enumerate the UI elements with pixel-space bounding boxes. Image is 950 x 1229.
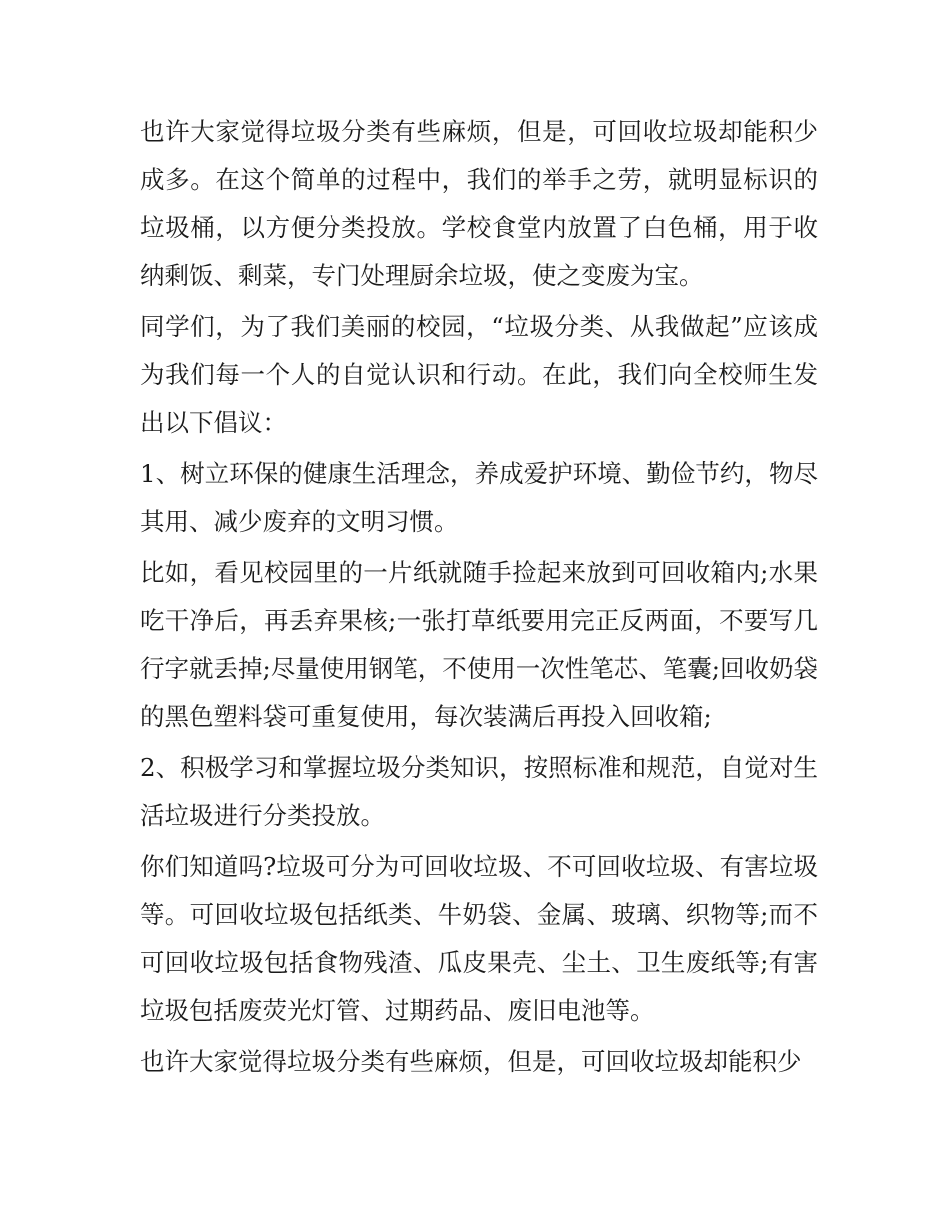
paragraph-5: 2、积极学习和掌握垃圾分类知识，按照标准和规范，自觉对生活垃圾进行分类投放。 (140, 753, 818, 830)
paragraph-3: 1、树立环保的健康生活理念，养成爱护环境、勤俭节约，物尽其用、减少废弃的文明习惯。 (140, 459, 818, 536)
paragraph-6: 你们知道吗?垃圾可分为可回收垃圾、不可回收垃圾、有害垃圾等。可回收垃圾包括纸类、牛奶袋、金属、玻璃、织物等;而不可回收垃圾包括食物残渣、瓜皮果壳、尘土、卫生废纸等;有害垃圾包括废荧光灯管、过期药品、废旧电池等。 (140, 852, 818, 1025)
document-body (140, 108, 818, 1089)
paragraph-4: 比如，看见校园里的一片纸就随手捡起来放到可回收箱内;水果吃干净后，再丢弃果核;一张打草纸要用完正反两面，不要写几行字就丢掉;尽量使用钢笔，不使用一次性笔芯、笔囊;回收奶袋的黑色塑料袋可重复使用，每次装满后再投入回收箱; (140, 558, 819, 731)
paragraph-2: 同学们，为了我们美丽的校园，“垃圾分类、从我做起”应该成为我们每一个人的自觉认识和行动。在此，我们向全校师生发出以下倡议： (140, 312, 818, 437)
paragraph-1: 也许大家觉得垃圾分类有些麻烦，但是，可回收垃圾却能积少成多。在这个简单的过程中，我们的举手之劳，就明显标识的垃圾桶，以方便分类投放。学校食堂内放置了白色桶，用于收纳剩饭、剩菜，专门处理厨余垃圾，使之变废为宝。 (140, 117, 818, 290)
paragraph-7: 也许大家觉得垃圾分类有些麻烦，但是，可回收垃圾却能积少 (140, 1047, 802, 1076)
